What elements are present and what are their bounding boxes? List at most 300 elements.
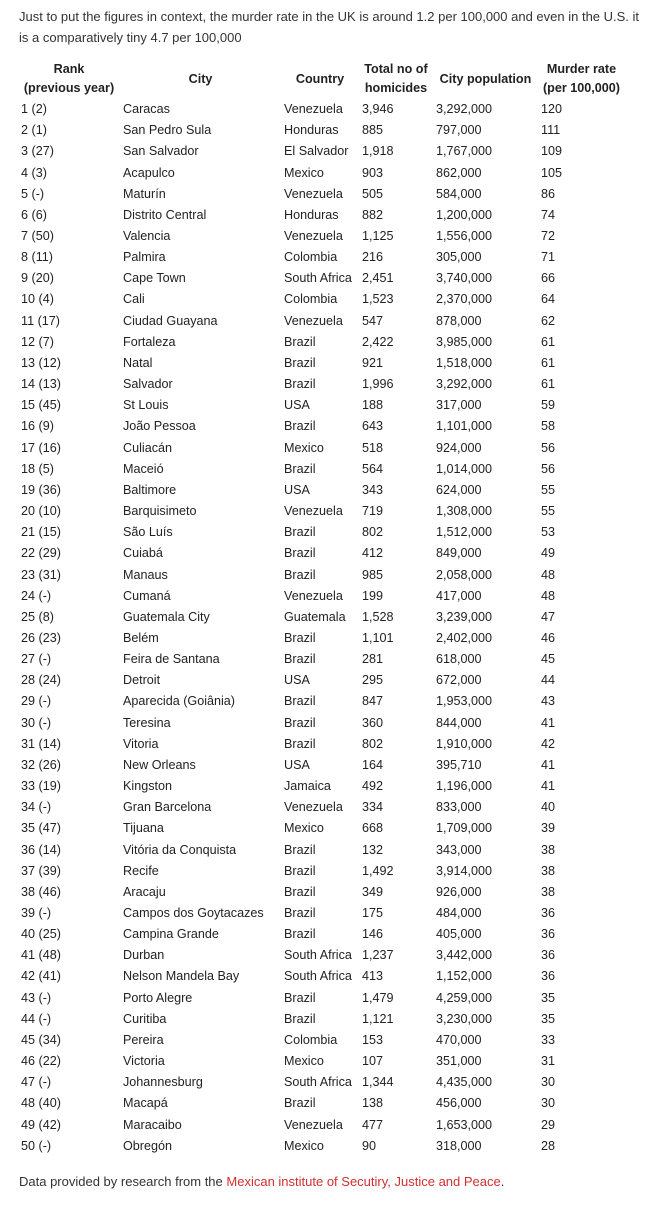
cell-murder-rate: 55	[541, 482, 556, 497]
cell-city: Maturín	[123, 186, 166, 201]
cell-population: 878,000	[436, 313, 482, 328]
cell-rank: 34 (-)	[21, 800, 52, 815]
cell-population: 456,000	[436, 1096, 482, 1111]
cell-rank: 19 (36)	[21, 482, 61, 497]
cell-population: 2,370,000	[436, 292, 493, 307]
cell-population: 405,000	[436, 927, 482, 942]
cell-population: 343,000	[436, 842, 482, 857]
cell-rank: 35 (47)	[21, 821, 61, 836]
cell-murder-rate: 86	[541, 186, 556, 201]
cell-city: Detroit	[123, 673, 161, 688]
cell-country: Brazil	[284, 525, 316, 540]
cell-murder-rate: 36	[541, 906, 556, 921]
table-row	[18, 268, 625, 289]
cell-murder-rate: 105	[541, 165, 563, 180]
cell-country: Colombia	[284, 292, 338, 307]
cell-country: Venezuela	[284, 186, 343, 201]
cell-country: Brazil	[284, 736, 316, 751]
cell-murder-rate: 64	[541, 292, 556, 307]
cell-city: Pereira	[123, 1032, 164, 1047]
cell-city: Valencia	[123, 229, 171, 244]
cell-homicides: 1,479	[362, 990, 394, 1005]
cell-population: 926,000	[436, 884, 482, 899]
cell-population: 484,000	[436, 906, 482, 921]
cell-population: 318,000	[436, 1138, 482, 1153]
cell-rank: 31 (14)	[21, 736, 61, 751]
cell-murder-rate: 61	[541, 355, 556, 370]
cell-rank: 8 (11)	[21, 250, 53, 265]
source-footer	[19, 1172, 504, 1192]
cell-murder-rate: 47	[541, 609, 556, 624]
cell-homicides: 90	[362, 1138, 377, 1153]
cell-population: 317,000	[436, 398, 482, 413]
cell-country: Brazil	[284, 694, 316, 709]
cell-city: Campina Grande	[123, 927, 219, 942]
cell-murder-rate: 109	[541, 144, 563, 159]
cell-homicides: 175	[362, 906, 384, 921]
cell-rank: 29 (-)	[21, 694, 52, 709]
cell-country: Colombia	[284, 1032, 338, 1047]
cell-country: Venezuela	[284, 1117, 343, 1132]
source-link[interactable]: Mexican institute of Secutiry, Justice and Peace	[226, 1174, 501, 1189]
cell-country: Honduras	[284, 207, 339, 222]
cell-rank: 23 (31)	[21, 567, 61, 582]
cell-population: 1,014,000	[436, 461, 493, 476]
cell-country: Venezuela	[284, 800, 343, 815]
cell-city: Cumaná	[123, 588, 171, 603]
cell-population: 1,910,000	[436, 736, 493, 751]
cell-murder-rate: 29	[541, 1117, 556, 1132]
cell-homicides: 107	[362, 1054, 384, 1069]
cell-population: 1,653,000	[436, 1117, 493, 1132]
cell-population: 417,000	[436, 588, 482, 603]
cell-city: Manaus	[123, 567, 168, 582]
header-rate	[538, 59, 625, 99]
cell-rank: 5 (-)	[21, 186, 45, 201]
table-row	[18, 628, 625, 649]
table-row	[18, 1093, 625, 1114]
cell-population: 470,000	[436, 1032, 482, 1047]
cell-rank: 42 (41)	[21, 969, 61, 984]
cell-murder-rate: 48	[541, 588, 556, 603]
cell-rank: 7 (50)	[21, 229, 54, 244]
cell-country: USA	[284, 398, 310, 413]
cell-rank: 11 (17)	[21, 313, 60, 328]
table-row	[18, 247, 625, 268]
table-row	[18, 353, 625, 374]
cell-city: Vitória da Conquista	[123, 842, 237, 857]
cell-rank: 17 (16)	[21, 440, 61, 455]
cell-rank: 25 (8)	[21, 609, 54, 624]
table-row	[18, 99, 625, 120]
cell-murder-rate: 56	[541, 461, 556, 476]
cell-city: Feira de Santana	[123, 652, 220, 667]
cell-murder-rate: 71	[541, 250, 556, 265]
cell-country: South Africa	[284, 969, 352, 984]
cell-homicides: 153	[362, 1032, 384, 1047]
cell-rank: 44 (-)	[21, 1011, 52, 1026]
cell-homicides: 492	[362, 779, 384, 794]
cell-city: Macapá	[123, 1096, 168, 1111]
cell-murder-rate: 38	[541, 842, 556, 857]
cell-rank: 39 (-)	[21, 906, 52, 921]
table-row	[18, 311, 625, 332]
cell-rank: 21 (15)	[21, 525, 61, 540]
table-row	[18, 861, 625, 882]
cell-country: Brazil	[284, 461, 316, 476]
cell-homicides: 1,523	[362, 292, 394, 307]
cell-rank: 41 (48)	[21, 948, 61, 963]
cell-homicides: 2,451	[362, 271, 394, 286]
cell-population: 305,000	[436, 250, 482, 265]
table-row	[18, 882, 625, 903]
cell-homicides: 295	[362, 673, 384, 688]
table-row	[18, 839, 625, 860]
cell-country: Brazil	[284, 715, 316, 730]
cell-homicides: 885	[362, 123, 384, 138]
cell-murder-rate: 30	[541, 1075, 556, 1090]
cell-city: Porto Alegre	[123, 990, 193, 1005]
table-row	[18, 924, 625, 945]
cell-homicides: 334	[362, 800, 384, 815]
cell-city: Palmira	[123, 250, 166, 265]
cell-rank: 1 (2)	[21, 102, 47, 117]
cell-population: 1,152,000	[436, 969, 493, 984]
header-rate-line1: Murder rate	[546, 62, 617, 76]
cell-city: Baltimore	[123, 482, 177, 497]
cell-city: Teresina	[123, 715, 171, 730]
cell-homicides: 547	[362, 313, 384, 328]
cell-city: Caracas	[123, 102, 170, 117]
cell-homicides: 164	[362, 757, 384, 772]
cell-country: Colombia	[284, 250, 338, 265]
table-row	[18, 776, 625, 797]
cell-murder-rate: 38	[541, 884, 556, 899]
cell-population: 1,101,000	[436, 419, 493, 434]
cell-rank: 45 (34)	[21, 1032, 61, 1047]
cell-homicides: 1,237	[362, 948, 394, 963]
cell-population: 395,710	[436, 757, 482, 772]
cell-city: Maceió	[123, 461, 164, 476]
cell-city: Recife	[123, 863, 159, 878]
cell-city: Nelson Mandela Bay	[123, 969, 240, 984]
cell-population: 351,000	[436, 1054, 482, 1069]
table-row	[18, 1009, 625, 1030]
cell-rank: 36 (14)	[21, 842, 61, 857]
cell-country: USA	[284, 482, 310, 497]
cell-population: 797,000	[436, 123, 482, 138]
cell-homicides: 343	[362, 482, 384, 497]
cell-city: Cali	[123, 292, 145, 307]
cell-country: Brazil	[284, 927, 316, 942]
table-row	[18, 564, 625, 585]
cell-homicides: 146	[362, 927, 384, 942]
cell-murder-rate: 111	[541, 123, 561, 138]
table-row	[18, 1030, 625, 1051]
cell-homicides: 1,528	[362, 609, 394, 624]
cell-rank: 47 (-)	[21, 1075, 52, 1090]
cell-murder-rate: 46	[541, 630, 556, 645]
cell-city: Distrito Central	[123, 207, 207, 222]
cell-city: Barquisimeto	[123, 504, 197, 519]
cell-murder-rate: 38	[541, 863, 556, 878]
cell-murder-rate: 35	[541, 990, 556, 1005]
cell-rank: 32 (26)	[21, 757, 61, 772]
cell-city: Culiacán	[123, 440, 173, 455]
footer-prefix: Data provided by research from the	[19, 1174, 227, 1189]
cell-city: Kingston	[123, 779, 173, 794]
cell-homicides: 564	[362, 461, 384, 476]
cell-rank: 9 (20)	[21, 271, 54, 286]
cell-homicides: 413	[362, 969, 384, 984]
cell-country: Brazil	[284, 377, 316, 392]
header-population: City population	[439, 71, 532, 86]
cell-homicides: 802	[362, 525, 384, 540]
cell-population: 3,985,000	[436, 334, 493, 349]
cell-rank: 14 (13)	[21, 377, 61, 392]
cell-rank: 6 (6)	[21, 207, 47, 222]
table-row	[18, 988, 625, 1009]
header-total-line2: homicides	[364, 81, 428, 95]
table-row	[18, 797, 625, 818]
table-row	[18, 649, 625, 670]
murder-rate-table	[18, 59, 625, 1157]
cell-murder-rate: 61	[541, 334, 556, 349]
cell-population: 3,914,000	[436, 863, 493, 878]
cell-rank: 10 (4)	[21, 292, 54, 307]
cell-country: Brazil	[284, 1096, 316, 1111]
cell-city: Acapulco	[123, 165, 175, 180]
cell-city: Ciudad Guayana	[123, 313, 218, 328]
cell-homicides: 1,121	[362, 1011, 394, 1026]
cell-murder-rate: 44	[541, 673, 556, 688]
cell-murder-rate: 39	[541, 821, 556, 836]
table-row	[18, 289, 625, 310]
cell-murder-rate: 36	[541, 969, 556, 984]
table-row	[18, 1136, 625, 1157]
cell-murder-rate: 53	[541, 525, 556, 540]
cell-murder-rate: 36	[541, 948, 556, 963]
cell-rank: 2 (1)	[21, 123, 47, 138]
cell-population: 1,512,000	[436, 525, 493, 540]
cell-population: 1,196,000	[436, 779, 493, 794]
cell-country: Brazil	[284, 990, 316, 1005]
cell-city: São Luís	[123, 525, 173, 540]
table-body	[18, 99, 625, 1157]
table-row	[18, 141, 625, 162]
cell-country: Brazil	[284, 652, 316, 667]
cell-rank: 49 (42)	[21, 1117, 61, 1132]
cell-population: 2,402,000	[436, 630, 493, 645]
cell-country: Brazil	[284, 842, 316, 857]
table-row	[18, 501, 625, 522]
cell-city: Natal	[123, 355, 153, 370]
cell-rank: 37 (39)	[21, 863, 61, 878]
cell-murder-rate: 30	[541, 1096, 556, 1111]
cell-country: El Salvador	[284, 144, 349, 159]
table-header-row	[18, 59, 625, 99]
cell-homicides: 668	[362, 821, 384, 836]
cell-murder-rate: 66	[541, 271, 556, 286]
cell-population: 1,953,000	[436, 694, 493, 709]
cell-country: Mexico	[284, 821, 324, 836]
cell-murder-rate: 31	[541, 1054, 556, 1069]
cell-homicides: 412	[362, 546, 384, 561]
table-row	[18, 205, 625, 226]
table-row	[18, 691, 625, 712]
cell-homicides: 518	[362, 440, 384, 455]
cell-population: 1,308,000	[436, 504, 493, 519]
cell-country: Brazil	[284, 419, 316, 434]
table-row	[18, 480, 625, 501]
cell-rank: 28 (24)	[21, 673, 61, 688]
table-row	[18, 670, 625, 691]
table-row	[18, 522, 625, 543]
cell-rank: 4 (3)	[21, 165, 47, 180]
cell-city: Cuiabá	[123, 546, 163, 561]
cell-murder-rate: 56	[541, 440, 556, 455]
cell-murder-rate: 62	[541, 313, 556, 328]
cell-population: 1,556,000	[436, 229, 493, 244]
header-city: City	[188, 71, 213, 86]
cell-homicides: 847	[362, 694, 384, 709]
table-row	[18, 734, 625, 755]
cell-homicides: 1,344	[362, 1075, 394, 1090]
cell-murder-rate: 43	[541, 694, 556, 709]
cell-country: Venezuela	[284, 313, 343, 328]
cell-city: Guatemala City	[123, 609, 210, 624]
cell-city: Vitoria	[123, 736, 159, 751]
cell-city: Maracaibo	[123, 1117, 182, 1132]
table-row	[18, 543, 625, 564]
table-row	[18, 586, 625, 607]
cell-city: St Louis	[123, 398, 169, 413]
cell-murder-rate: 72	[541, 229, 556, 244]
cell-homicides: 802	[362, 736, 384, 751]
cell-city: Curitiba	[123, 1011, 167, 1026]
cell-murder-rate: 45	[541, 652, 556, 667]
cell-city: Victoria	[123, 1054, 165, 1069]
cell-country: Venezuela	[284, 102, 343, 117]
header-rank-line1: Rank	[53, 62, 85, 76]
cell-rank: 26 (23)	[21, 630, 61, 645]
cell-homicides: 882	[362, 207, 384, 222]
table-row	[18, 332, 625, 353]
table-row	[18, 438, 625, 459]
cell-murder-rate: 59	[541, 398, 556, 413]
table-row	[18, 903, 625, 924]
cell-homicides: 903	[362, 165, 384, 180]
table-row	[18, 607, 625, 628]
cell-population: 584,000	[436, 186, 482, 201]
cell-country: Venezuela	[284, 504, 343, 519]
cell-population: 862,000	[436, 165, 482, 180]
cell-population: 3,230,000	[436, 1011, 493, 1026]
table-row	[18, 184, 625, 205]
cell-country: Brazil	[284, 906, 316, 921]
cell-city: Salvador	[123, 377, 173, 392]
cell-country: USA	[284, 757, 310, 772]
cell-country: Brazil	[284, 1011, 316, 1026]
cell-rank: 27 (-)	[21, 652, 52, 667]
cell-city: Tijuana	[123, 821, 164, 836]
cell-population: 4,435,000	[436, 1075, 493, 1090]
cell-murder-rate: 28	[541, 1138, 556, 1153]
cell-city: New Orleans	[123, 757, 196, 772]
intro-paragraph: Just to put the figures in context, the murder rate in the UK is around 1.2 per 100,000 and even in the U.S. it is a comparatively tiny 4.7 per 100,000	[19, 9, 640, 45]
cell-murder-rate: 49	[541, 546, 556, 561]
cell-rank: 13 (12)	[21, 355, 61, 370]
cell-rank: 15 (45)	[21, 398, 61, 413]
cell-homicides: 3,946	[362, 102, 394, 117]
cell-homicides: 985	[362, 567, 384, 582]
cell-rank: 24 (-)	[21, 588, 52, 603]
cell-population: 672,000	[436, 673, 482, 688]
cell-city: Aracaju	[123, 884, 166, 899]
cell-city: Belém	[123, 630, 159, 645]
cell-population: 1,709,000	[436, 821, 493, 836]
header-rank-line2: (previous year)	[23, 81, 115, 95]
cell-rank: 20 (10)	[21, 504, 61, 519]
cell-murder-rate: 120	[541, 102, 563, 117]
cell-murder-rate: 40	[541, 800, 556, 815]
cell-population: 624,000	[436, 482, 482, 497]
header-total-line1: Total no of	[364, 62, 428, 76]
cell-city: Campos dos Goytacazes	[123, 906, 264, 921]
cell-population: 3,292,000	[436, 377, 493, 392]
cell-city: Aparecida (Goiânia)	[123, 694, 236, 709]
cell-country: Honduras	[284, 123, 339, 138]
table-row	[18, 1072, 625, 1093]
cell-population: 3,239,000	[436, 609, 493, 624]
table-row	[18, 1115, 625, 1136]
cell-city: João Pessoa	[123, 419, 196, 434]
cell-rank: 50 (-)	[21, 1138, 52, 1153]
cell-country: USA	[284, 673, 310, 688]
table-row	[18, 945, 625, 966]
cell-country: Mexico	[284, 1138, 324, 1153]
table-row	[18, 713, 625, 734]
table-row	[18, 459, 625, 480]
cell-population: 844,000	[436, 715, 482, 730]
cell-homicides: 1,918	[362, 144, 394, 159]
table-row	[18, 755, 625, 776]
cell-homicides: 1,101	[362, 630, 394, 645]
cell-homicides: 2,422	[362, 334, 394, 349]
cell-homicides: 719	[362, 504, 384, 519]
table-row	[18, 162, 625, 183]
cell-homicides: 199	[362, 588, 384, 603]
cell-homicides: 1,492	[362, 863, 394, 878]
table-row	[18, 226, 625, 247]
cell-country: Guatemala	[284, 609, 346, 624]
header-country: Country	[295, 71, 345, 86]
footer-suffix: .	[500, 1174, 505, 1189]
table-row	[18, 374, 625, 395]
table-row	[18, 966, 625, 987]
cell-city: Obregón	[123, 1138, 173, 1153]
cell-city: Johannesburg	[123, 1075, 203, 1090]
cell-murder-rate: 42	[541, 736, 556, 751]
cell-murder-rate: 48	[541, 567, 556, 582]
cell-murder-rate: 41	[541, 779, 556, 794]
cell-population: 1,767,000	[436, 144, 493, 159]
cell-country: Venezuela	[284, 588, 343, 603]
cell-rank: 12 (7)	[21, 334, 54, 349]
cell-murder-rate: 35	[541, 1011, 556, 1026]
cell-homicides: 921	[362, 355, 384, 370]
cell-country: Brazil	[284, 355, 316, 370]
